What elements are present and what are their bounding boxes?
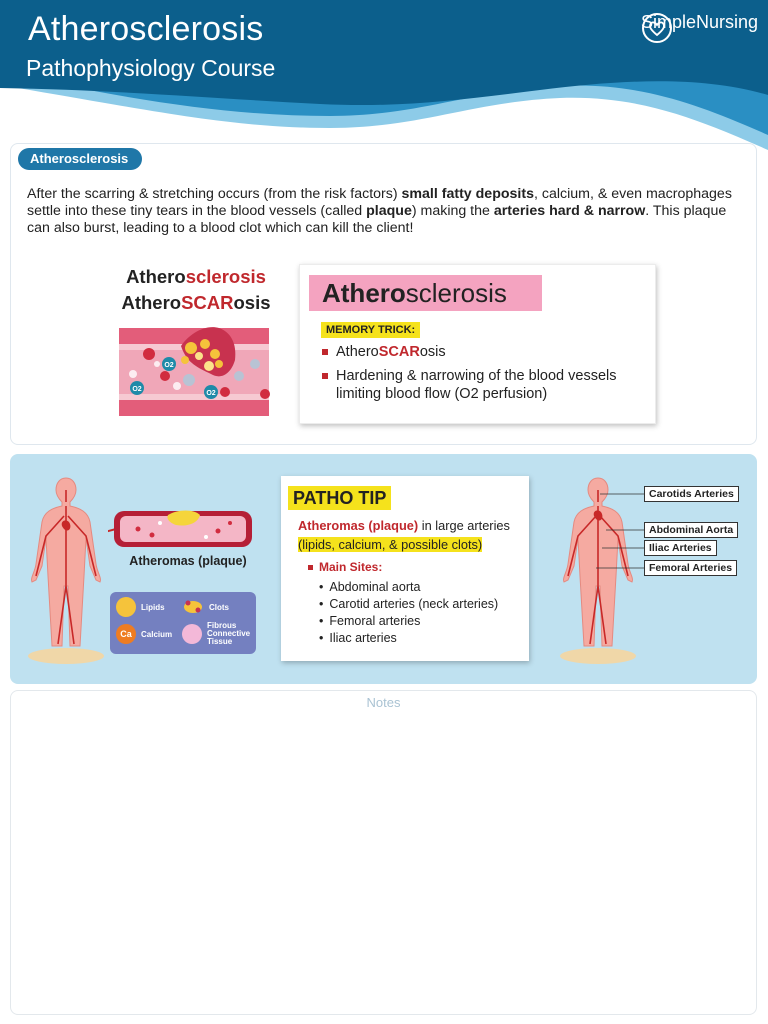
notes-area[interactable] — [10, 690, 757, 1015]
o2-molecule-icon — [204, 385, 218, 399]
svg-text:O2: O2 — [206, 390, 216, 397]
brand-logo — [641, 12, 758, 33]
clot-icon — [182, 597, 204, 617]
patho-tip-title: PATHO TIP — [288, 486, 391, 510]
patho-tip-card — [281, 476, 529, 661]
o2-molecule-icon — [130, 381, 144, 395]
page-header — [0, 0, 768, 150]
svg-text:O2: O2 — [164, 362, 174, 369]
calcium-icon: Ca — [116, 624, 136, 644]
patho-tip-text: Atheromas (plaque) in large arteries (lipids, calcium, & possible clots) — [298, 518, 510, 552]
legend-lipids: Lipids — [116, 597, 165, 617]
human-body-circulatory-illustration — [22, 476, 110, 666]
section-pill: Atherosclerosis — [18, 148, 142, 170]
legend-clots: Clots — [182, 597, 229, 617]
notes-label: Notes — [366, 695, 401, 710]
legend-calcium: Ca Calcium — [116, 624, 172, 644]
main-sites-list — [319, 579, 498, 647]
bullet-square-icon — [322, 373, 328, 379]
brand-name: SimpleNursing — [640, 12, 758, 32]
memory-trick-list — [322, 343, 652, 409]
atheroma-vessel-illustration — [108, 509, 256, 549]
list-item: • Iliac arteries — [319, 630, 498, 647]
label-iliac-arteries: Iliac Arteries — [644, 540, 717, 556]
word-atheroscarosis: AtheroSCARosis — [121, 292, 271, 313]
label-carotid-arteries: Carotids Arteries — [644, 486, 739, 502]
patho-tip-section — [10, 454, 757, 684]
list-item: AtheroSCARosis — [322, 343, 652, 361]
lipid-icon — [116, 597, 136, 617]
intro-paragraph: After the scarring & stretching occurs (from the risk factors) small fatty deposits, calcium, & even macrophages settle into these tiny tears in the blood vessels (called plaque) making the arteries hard & narrow. This plaque can also burst, leading to a blood clot which can kill the client! — [27, 186, 732, 236]
word-atherosclerosis: Atherosclerosis — [126, 266, 266, 287]
fibrous-tissue-icon — [182, 624, 202, 644]
bullet-square-icon — [322, 349, 328, 355]
stethoscope-heart-icon — [641, 12, 673, 44]
atheroma-label: Atheromas (plaque) — [129, 554, 247, 568]
o2-molecule-icon — [162, 357, 176, 371]
page-title: Atherosclerosis — [28, 10, 264, 48]
label-femoral-arteries: Femoral Arteries — [644, 560, 737, 576]
legend-fibrous: Fibrous Connective Tissue — [182, 622, 254, 646]
bullet-square-icon — [308, 565, 313, 570]
main-sites-heading: Main Sites: — [308, 560, 382, 574]
memory-trick-label: MEMORY TRICK: — [321, 322, 420, 338]
memory-card-title: Atherosclerosis — [309, 275, 542, 311]
label-abdominal-aorta: Abdominal Aorta — [644, 522, 738, 538]
list-item: Hardening & narrowing of the blood vessels limiting blood flow (O2 perfusion) — [322, 367, 652, 403]
list-item: • Carotid arteries (neck arteries) — [319, 596, 498, 613]
atherosclerosis-section — [10, 143, 757, 445]
athero-wordplay — [111, 264, 281, 316]
plaque-legend — [110, 592, 256, 654]
page-subtitle: Pathophysiology Course — [26, 55, 276, 81]
svg-text:O2: O2 — [132, 386, 142, 393]
memory-trick-card — [299, 264, 656, 424]
list-item: • Femoral arteries — [319, 613, 498, 630]
list-item: • Abdominal aorta — [319, 579, 498, 596]
blood-vessel-plaque-illustration — [119, 324, 279, 419]
